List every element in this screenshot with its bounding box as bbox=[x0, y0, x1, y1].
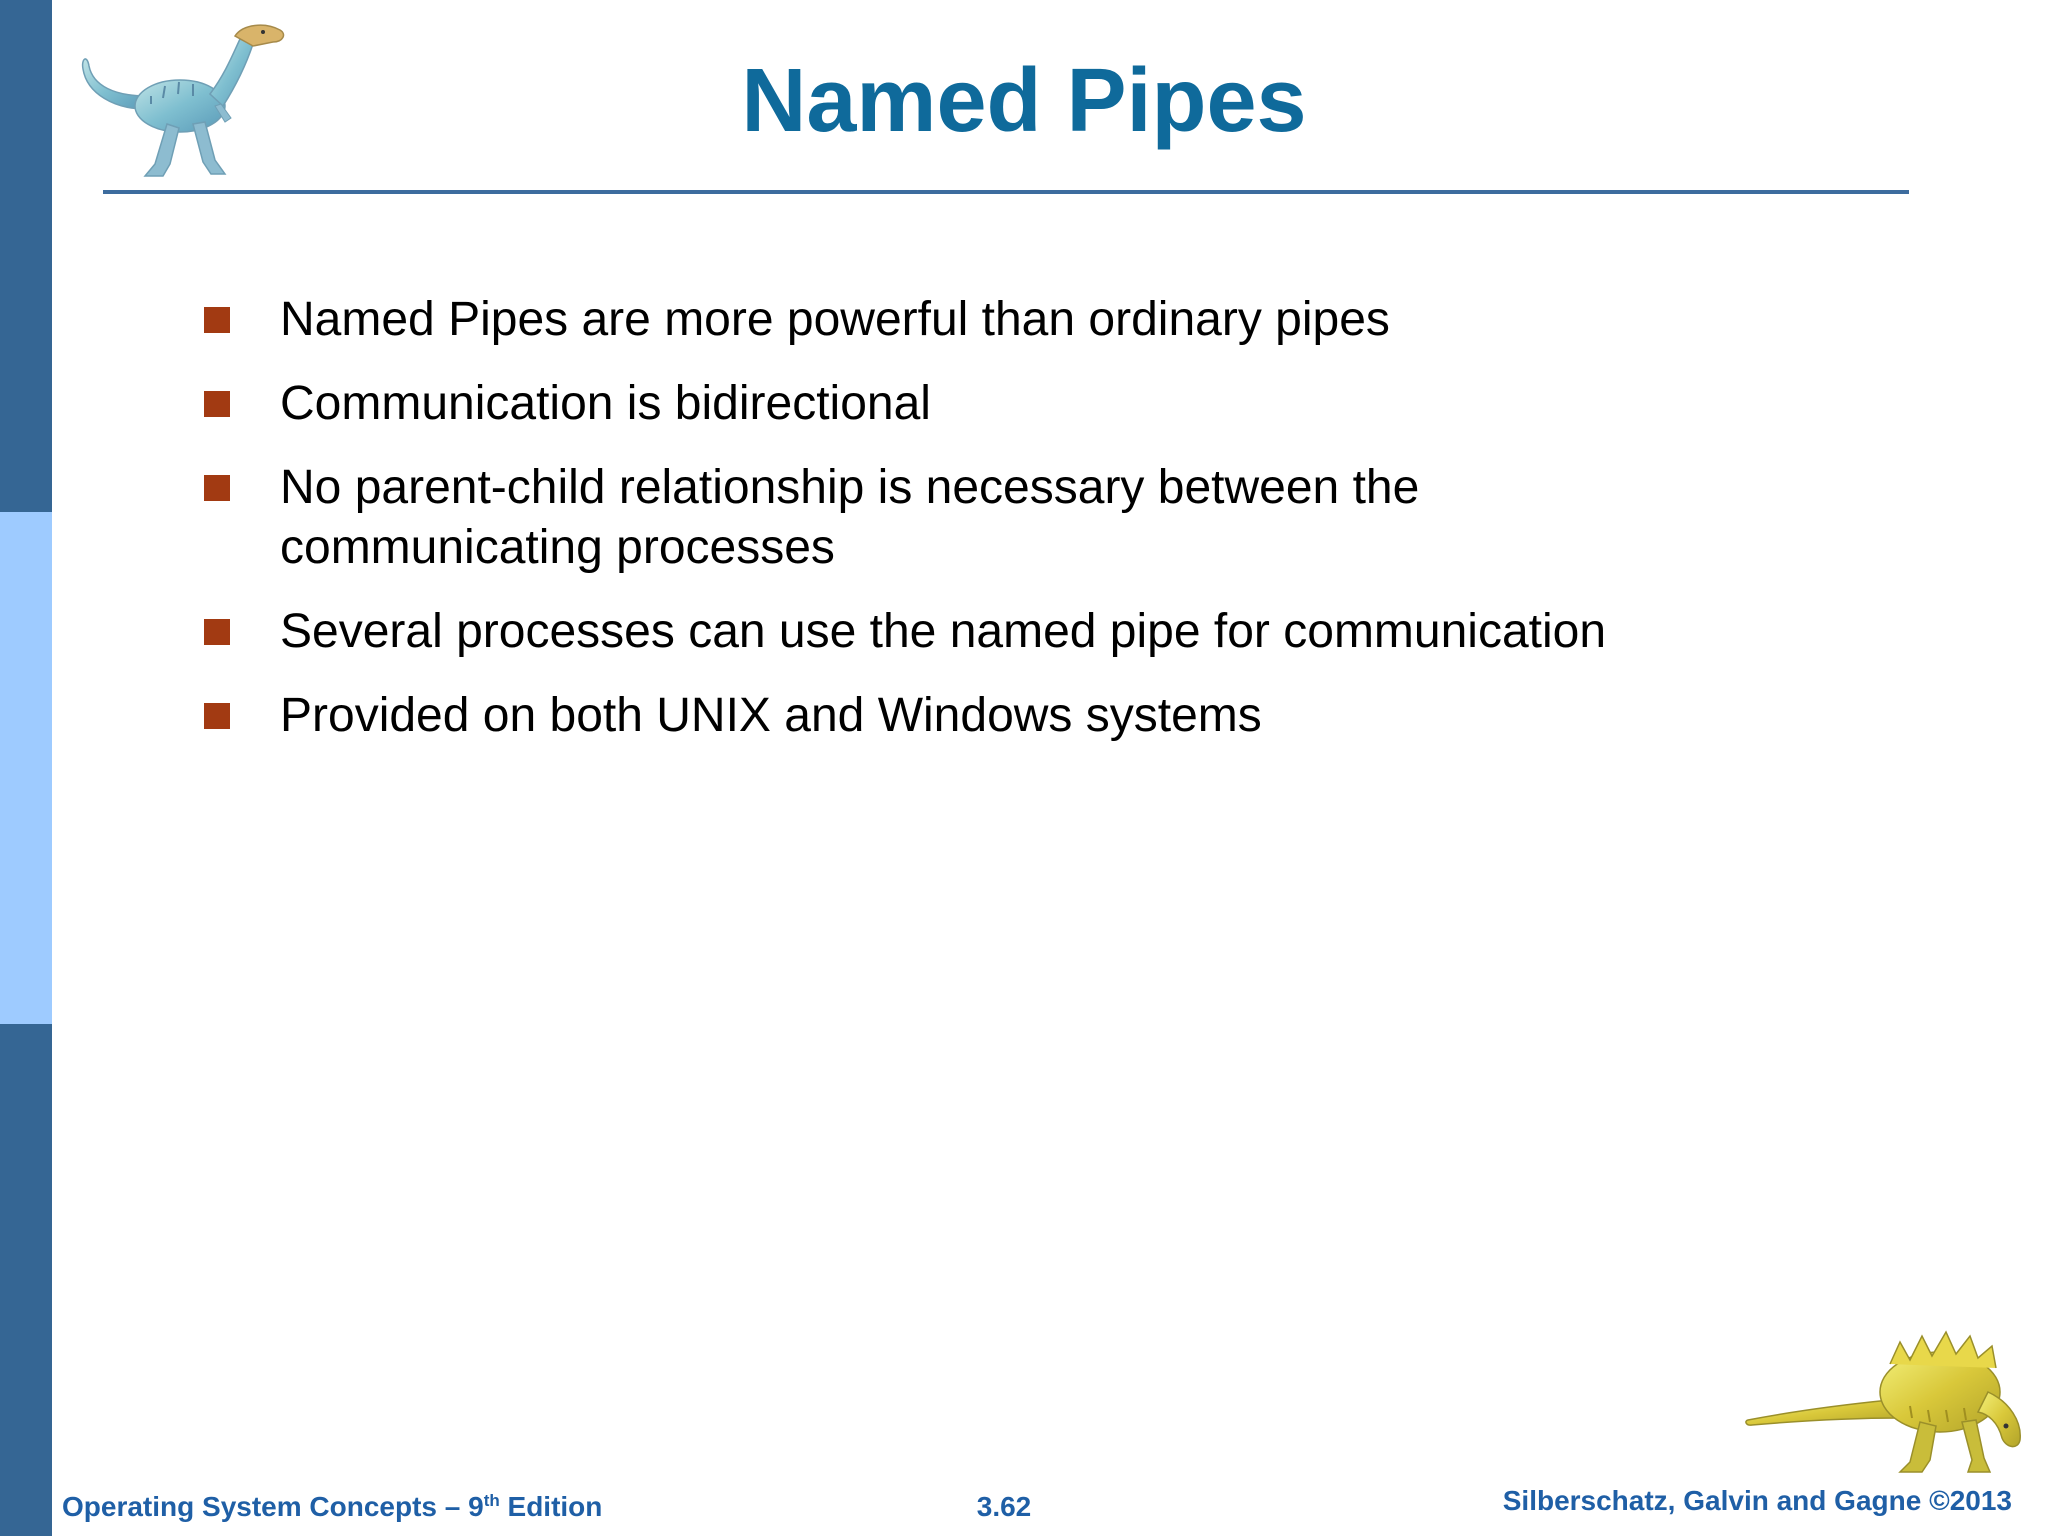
bullet-item bbox=[200, 686, 1800, 746]
bullet-text: Several processes can use the named pipe for communication bbox=[280, 605, 1607, 658]
bullet-item bbox=[200, 458, 1560, 578]
bullet-text: Named Pipes are more powerful than ordinary pipes bbox=[280, 293, 1390, 346]
footer-book-prefix: Operating System Concepts – 9 bbox=[62, 1491, 484, 1522]
bullet-text: Communication is bidirectional bbox=[280, 377, 931, 430]
footer-page-number: 3.62 bbox=[976, 1491, 1032, 1522]
dinosaur-bottom-icon bbox=[1740, 1322, 2040, 1482]
footer-book-suffix: Edition bbox=[499, 1491, 603, 1522]
square-bullet-icon bbox=[204, 391, 230, 417]
bullet-list bbox=[200, 290, 1800, 770]
bullet-item bbox=[200, 290, 1800, 350]
bullet-item bbox=[200, 602, 1800, 662]
square-bullet-icon bbox=[204, 703, 230, 729]
slide-title: Named Pipes bbox=[741, 51, 1307, 151]
bullet-text: No parent-child relationship is necessary between the communicating processes bbox=[280, 461, 1420, 574]
square-bullet-icon bbox=[204, 475, 230, 501]
square-bullet-icon bbox=[204, 307, 230, 333]
footer-book-title bbox=[62, 1490, 602, 1524]
footer-book-superscript: th bbox=[483, 1491, 500, 1510]
sidebar-segment-bottom bbox=[0, 1024, 52, 1536]
footer-authors: Silberschatz, Galvin and Gagne ©2013 bbox=[1502, 1485, 2012, 1516]
bullet-item bbox=[200, 374, 1800, 434]
square-bullet-icon bbox=[204, 619, 230, 645]
left-sidebar-band bbox=[0, 0, 52, 1536]
bullet-text: Provided on both UNIX and Windows systems bbox=[280, 689, 1262, 742]
title-divider bbox=[103, 190, 1909, 194]
sidebar-segment-middle bbox=[0, 512, 52, 1024]
